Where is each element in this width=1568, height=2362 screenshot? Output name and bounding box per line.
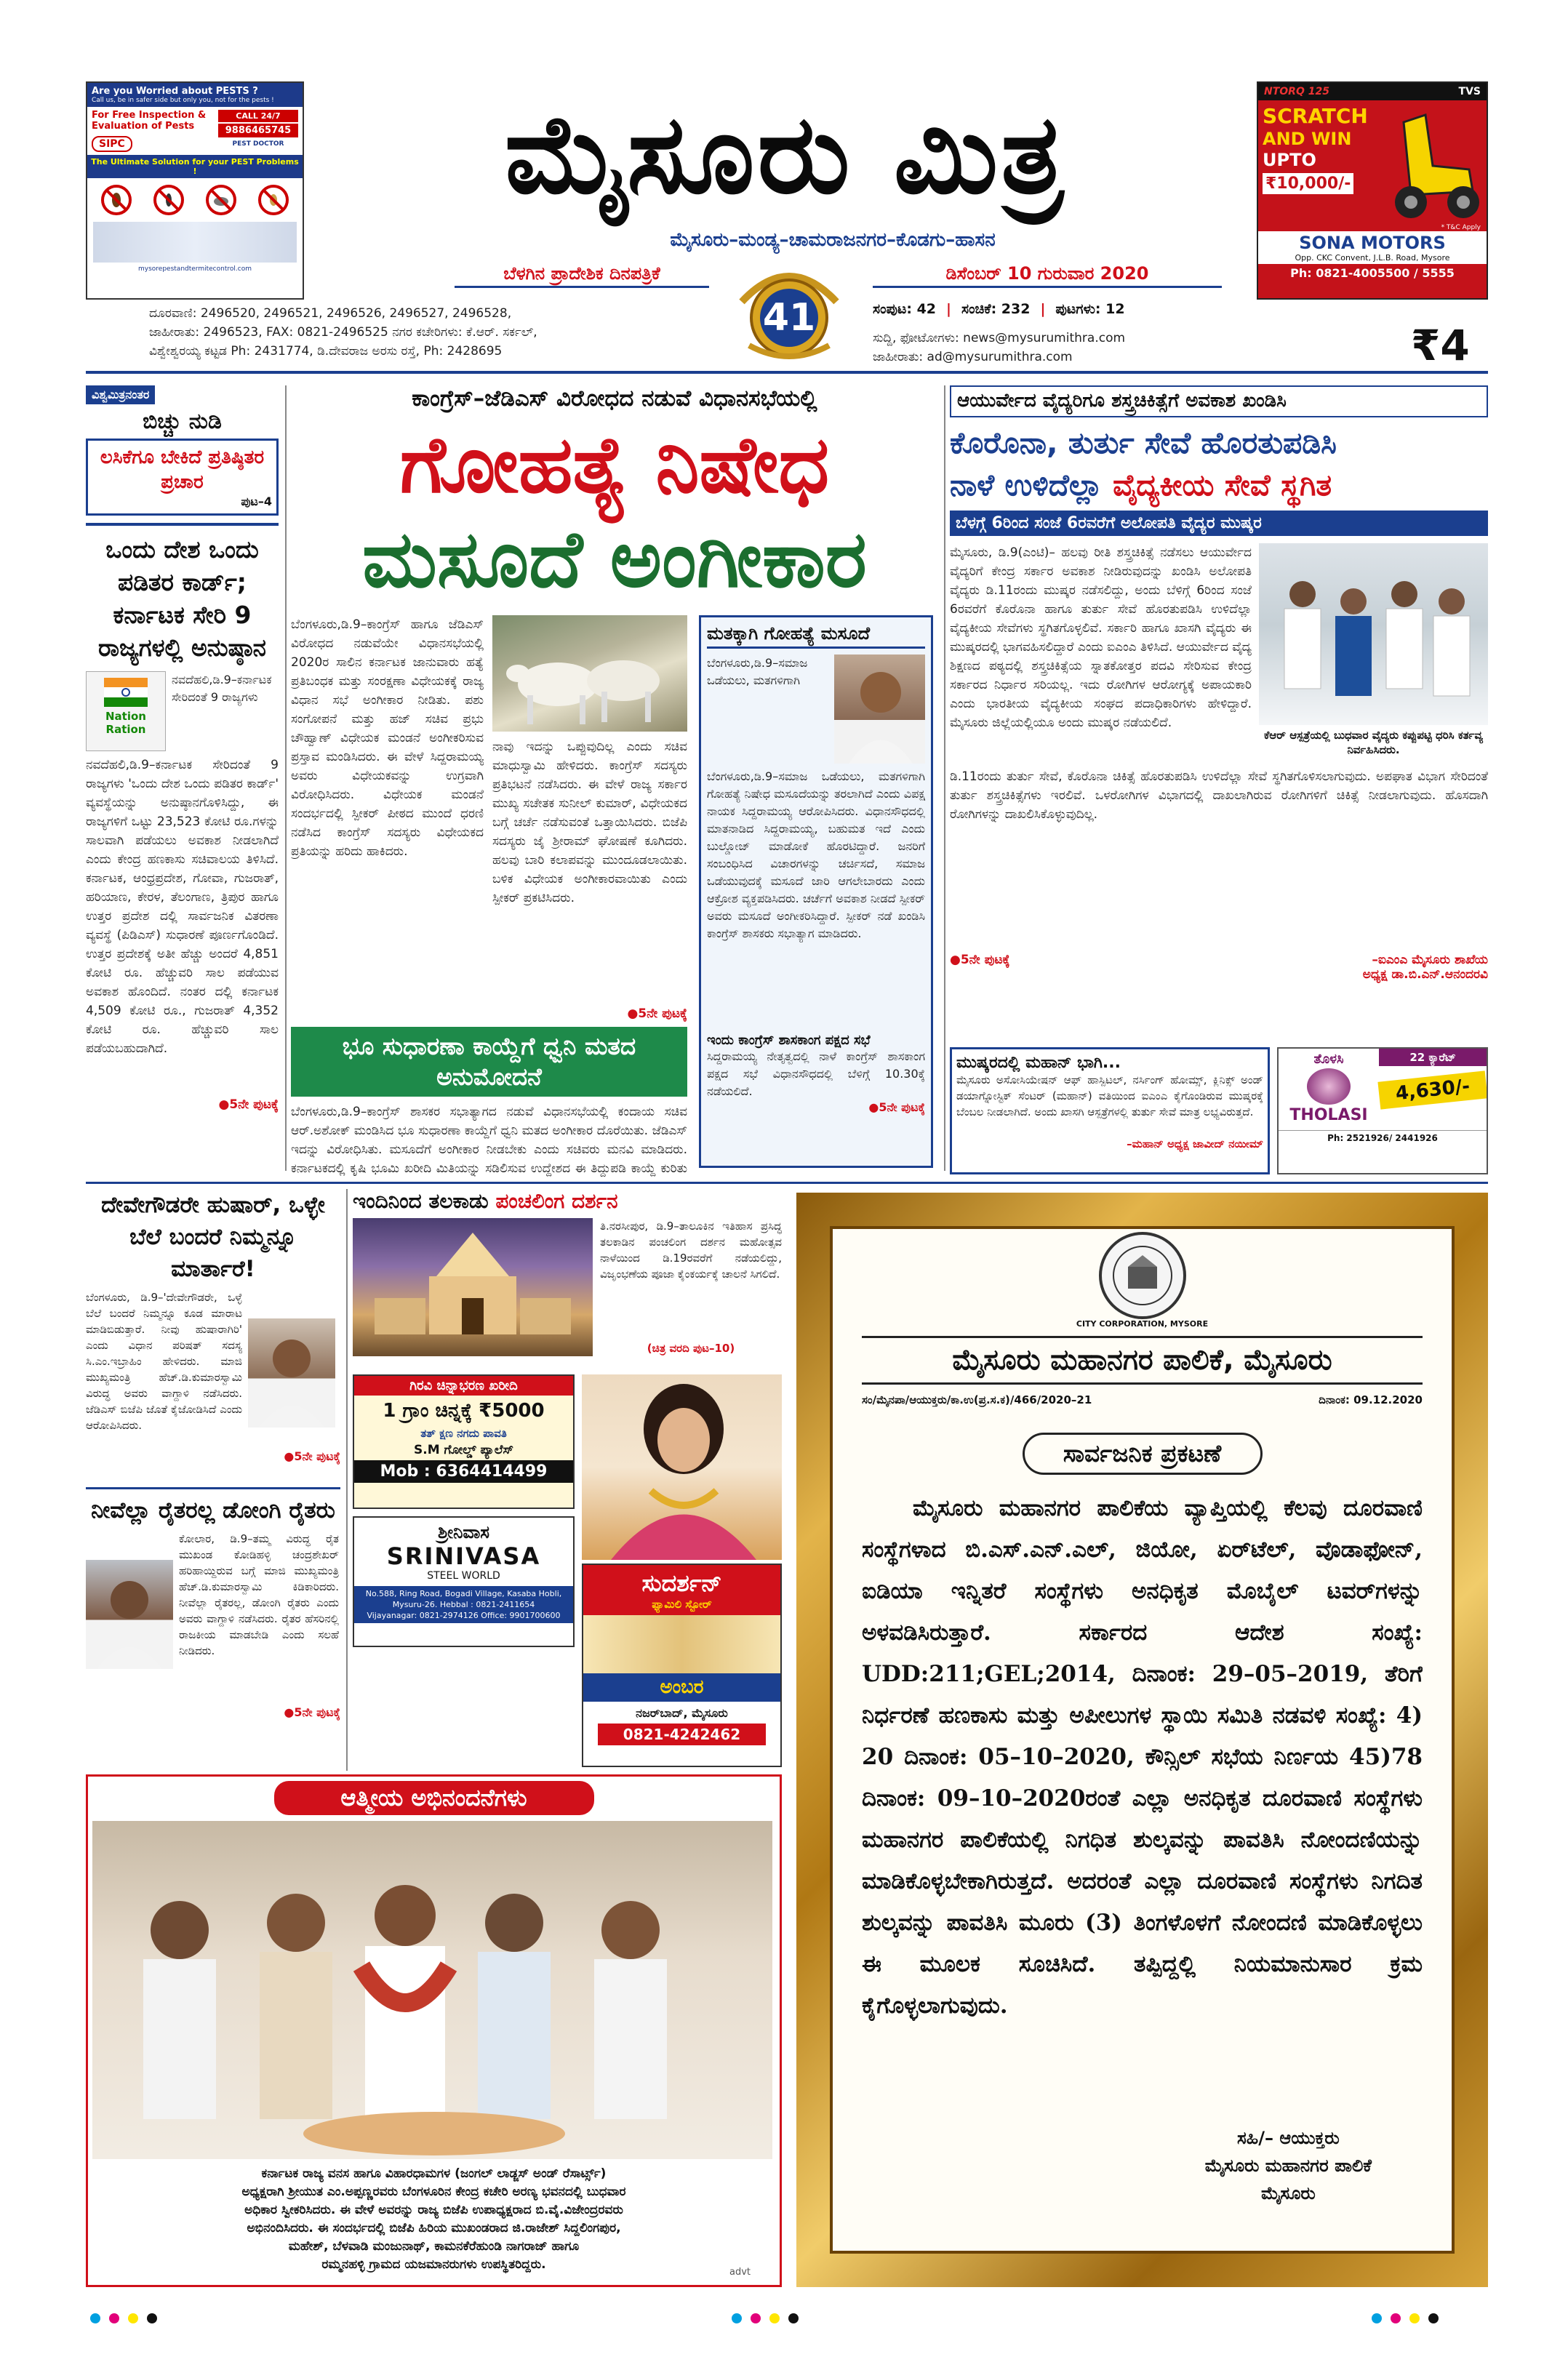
tholasi-jewellery-ad[interactable] <box>1277 1047 1488 1174</box>
teaser-headline: ಲಸಿಕೆಗೂ ಬೇಕಿದೆ ಪ್ರತಿಷ್ಠಿತರ ಪ್ರಚಾರ <box>100 447 265 493</box>
deve-gowda-headline: ದೇವೇಗೌಡರೇ ಹುಷಾರ್, ಒಳ್ಳೇ ಬೆಲೆ ಬಂದರೆ ನಿಮ್ಮನ್ನೂ ಮಾರ್ತಾರೆ! <box>101 1192 325 1282</box>
pest-control-ad[interactable] <box>86 81 304 300</box>
felicitation-caption-2: ಅಧ್ಯಕ್ಷರಾಗಿ ಶ್ರೀಯುತ ಎಂ.ಅಪ್ಪಣ್ಣರವರು ಬೆಂಗಳೂರಿನ ಕೇಂದ್ರ ಕಚೇರಿ ಅರಣ್ಯ ಭವನದಲ್ಲಿ ಬುಧವಾರ <box>241 2185 626 2199</box>
felicitation-caption <box>92 2165 775 2274</box>
left-sidebar <box>86 385 279 1178</box>
col-rule-3 <box>346 1189 348 1771</box>
talakadu-body: ತಿ.ನರಸೀಪುರ, ಡಿ.9–ತಾಲೂಕಿನ ಇತಿಹಾಸ ಪ್ರಸಿದ್ಧ ತಲಕಾಡಿನ ಪಂಚಲಿಂಗ ದರ್ಶನ ಮಹೋತ್ಸವ ನಾಳೆಯಿಂದ ಡಿ.19ರವರೆಗೆ ನಡೆಯಲಿದ್ದು, ವಿಜೃಂಭಣೆಯ ಪೂಜಾ ಕೈಂಕರ್ಯಕ್ಕೆ ಚಾಲನೆ ಸಿಗಲಿದೆ. <box>600 1220 782 1281</box>
news-email[interactable]: ಸುದ್ದಿ, ಫೋಟೋಗಳು: news@mysurumithra.com <box>873 331 1126 345</box>
talakadu-kicker <box>353 1189 782 1214</box>
ayurveda-kicker: ಆಯುರ್ವೇದ ವೈದ್ಯರಿಗೂ ಶಸ್ತ್ರಚಿಕಿತ್ಸೆಗೆ ಅವಕಾಶ ಖಂಡಿಸಿ <box>950 385 1488 417</box>
pest-ad-footer: The Ultimate Solution for your PEST Problems ! <box>87 155 303 178</box>
notice-sign-2: ಮೈಸೂರು ಮಹಾನಗರ ಪಾಲಿಕೆ <box>1204 2155 1372 2176</box>
public-notice-frame <box>796 1193 1488 2287</box>
ayurveda-signoff-1: –ಐಎಂಎ ಮೈಸೂರು ಶಾಖೆಯ <box>1372 953 1488 967</box>
tvs-model: NTORQ 125 <box>1264 86 1329 97</box>
doctors-group-icon <box>1259 543 1488 725</box>
lead-body-col2: ನಾವು ಇದನ್ನು ಒಪ್ಪುವುದಿಲ್ಲ ಎಂದು ಸಚಿವ ಮಾಧುಸ್ವಾಮಿ ಹೇಳಿದರು. ಕಾಂಗ್ರೆಸ್ ಸದಸ್ಯರು ಪ್ರತಿಭಟನೆ ನಡೆಸಿದರು. ಈ ವೇಳೆ ರಾಜ್ಯ ಸರ್ಕಾರ ಮುಖ್ಯ ಸಚೇತಕ ಸುನೀಲ್ ಕುಮಾರ್, ವಿಧೇಯಕದ ಬಗ್ಗೆ ಚರ್ಚೆ ನಡೆಸುವಂತೆ ಒತ್ತಾಯಿಸಿದರು. ಬಿಜೆಪಿ ಸದಸ್ಯರು ಜೈ ಶ್ರೀರಾಮ್ ಘೋಷಣೆ ಕೂಗಿದರು. ಹಲವು ಬಾರಿ ಕಲಾಪವನ್ನು ಮುಂದೂಡಲಾಯಿತು. ಬಳಿಕ ವಿಧೇಯಕ ಅಂಗೀಕಾರವಾಯಿತು ಎಂದು ಸ್ಪೀಕರ್ ಪ್ರಕಟಿಸಿದರು. <box>492 740 687 905</box>
pest-ad-header <box>87 83 303 107</box>
strike-story <box>950 1047 1270 1174</box>
pest-ad-phone[interactable]: 9886465745 <box>218 124 298 137</box>
pest-ad-website[interactable]: mysorepestandtermitecontrol.com <box>138 265 252 273</box>
srinivasa-address-2: Mysuru-26. Hebbal : 0821-2411654 <box>392 1600 535 1609</box>
woman-portrait-icon <box>582 1374 782 1560</box>
strike-headline: ಮುಷ್ಕರದಲ್ಲಿ ಮಹಾನ್ ಭಾಗಿ... <box>956 1054 1121 1072</box>
public-notice <box>830 1226 1455 2254</box>
sudarshan-sub: ಫ್ಯಾಮಿಲಿ ಸ್ಟೋರ್ <box>652 1598 712 1611</box>
issue-meta: ಸಂಪುಟ: 42 | ಸಂಚಿಕೆ: 232 | ಪುಟಗಳು: 12 <box>873 301 1222 324</box>
tvs-dealer-name: SONA MOTORS <box>1299 233 1446 253</box>
ration-card-lead: ನವದೆಹಲಿ,ಡಿ.9–ಕರ್ನಾಟಕ ಸೇರಿದಂತೆ 9 ರಾಜ್ಯಗಳು <box>172 673 272 704</box>
no-mosquito-icon <box>153 184 185 216</box>
ration-card-headline: ಒಂದು ದೇಶ ಒಂದು ಪಡಿತರ ಕಾರ್ಡ್; ಕರ್ನಾಟಕ ಸೇರಿ 9 ರಾಜ್ಯಗಳಲ್ಲಿ ಅನುಷ್ಠಾನ <box>97 535 267 662</box>
tvs-terms: * T&C Apply <box>1441 224 1481 231</box>
siddaramaiah-photo <box>834 654 925 764</box>
pest-ad-subline: Call us, be in safer side but only you, not for the pests ! <box>92 97 274 104</box>
india-flag-icon <box>104 678 148 707</box>
ration-card-continued[interactable]: ●5ನೇ ಪುಟಕ್ಕೆ <box>218 1097 279 1112</box>
tvs-upto-text: UPTO <box>1263 150 1316 170</box>
anniversary-number: 41 <box>762 296 816 340</box>
sudarshan-name: ಸುದರ್ಶನ್ <box>641 1569 722 1597</box>
phone-line-1: ದೂರವಾಣಿ: 2496520, 2496521, 2496526, 2496527, 2496528, <box>149 306 512 321</box>
print-registration-left <box>86 2313 231 2327</box>
felicitation-title: ಆತ್ಮೀಯ ಅಭಿನಂದನೆಗಳು <box>274 1781 594 1815</box>
lead-headline-1: ಗೋಹತ್ಯೆ ನಿಷೇಧ <box>399 419 830 511</box>
deve-gowda-body: ಬೆಂಗಳೂರು, ಡಿ.9–'ದೇವೇಗೌಡರೇ, ಒಳ್ಳೆ ಬೆಲೆ ಬಂದರೆ ನಿಮ್ಮನ್ನೂ ಕೂಡ ಮಾರಾಟ ಮಾಡಿಬಿಡುತ್ತಾರೆ. ನೀವು ಹುಷಾರಾಗಿರಿ' ಎಂದು ವಿಧಾನ ಪರಿಷತ್ ಸದಸ್ಯ ಸಿ.ಎಂ.ಇಬ್ರಾಹಿಂ ಹೇಳಿದರು. ಮಾಜಿ ಮುಖ್ಯಮಂತ್ರಿ ಹೆಚ್.ಡಿ.ಕುಮಾರಸ್ವಾಮಿ ವಿರುದ್ಧ ಅವರು ವಾಗ್ದಾಳಿ ನಡೆಸಿದರು. ಜೆಡಿಎಸ್ ಬಿಜೆಪಿ ಜೊತೆ ಕೈಜೋಡಿಸಿದೆ ಎಂದು ಆರೋಪಿಸಿದರು. <box>86 1291 242 1432</box>
tvs-amount: ₹10,000/- <box>1263 173 1353 194</box>
lead-headline-2: ಮಸೂದೆ ಅಂಗೀಕಾರ <box>362 513 867 605</box>
scooter-icon <box>1382 100 1484 224</box>
no-rat-icon <box>205 184 237 216</box>
tvs-brand: TVS <box>1458 86 1481 97</box>
masthead-title: ಮೈಸೂರು ಮಿತ್ರ <box>504 90 1067 218</box>
price-tag: ₹4 <box>1411 321 1470 370</box>
farmers-headline: ನೀವೆಲ್ಲಾ ರೈತರಲ್ಲ ಡೋಂಗಿ ರೈತರು <box>91 1497 335 1524</box>
horizontal-rule-mid <box>86 1182 1488 1184</box>
ad-email[interactable]: ಜಾಹೀರಾತು: ad@mysurumithra.com <box>873 350 1073 364</box>
felicitation-ad <box>86 1774 782 2287</box>
felicitation-caption-3: ಅಧಿಕಾರ ಸ್ವೀಕರಿಸಿದರು. ಈ ವೇಳೆ ಅವರನ್ನು ರಾಜ್ಯ ಬಿಜೆಪಿ ಉಪಾಧ್ಯಕ್ಷರಾದ ಬಿ.ವೈ.ವಿಜೇಂದ್ರರವರು <box>244 2203 623 2217</box>
phone-line-3: ವಿಶ್ವೇಶ್ವರಯ್ಯ ಕಟ್ಟಡ Ph: 2431774, ಡಿ.ದೇವರಾಜ ಅರಸು ರಸ್ತೆ, Ph: 2428695 <box>149 344 503 359</box>
tholasi-kannada-title: ತೊಳಸಿ <box>1313 1052 1344 1067</box>
pest-ad-question: Are you Worried about PESTS ? <box>92 86 258 97</box>
sudarshan-store-ad[interactable] <box>582 1564 782 1767</box>
ibrahim-photo <box>248 1318 335 1428</box>
notice-signature <box>1205 2124 1372 2207</box>
cow-side-body: ಬೆಂಗಳೂರು,ಡಿ.9–ಸಮಾಜ ಒಡೆಯಲು, ಮತಗಳಿಗಾಗಿ ಗೋಹತ್ಯೆ ನಿಷೇಧ ಮಸೂದೆಯನ್ನು ತರಲಾಗಿದೆ ಎಂದು ವಿಪಕ್ಷ ನಾಯಕ ಸಿದ್ದರಾಮಯ್ಯ ಆರೋಪಿಸಿದರು. ವಿಧಾನಸೌಧದಲ್ಲಿ ಮಾತನಾಡಿದ ಸಿದ್ದರಾಮಯ್ಯ, ಬಹುಮತ ಇದೆ ಎಂದು ಬುಲ್ಡೋಜ್ ಮಾಡೋಕೆ ಹೊರಟಿದ್ದಾರೆ. ಜನರಿಗೆ ಸಂಬಂಧಿಸಿದ ವಿಚಾರಗಳನ್ನು ಚರ್ಚಿಸದೆ, ಸಮಾಜ ಒಡೆಯುವುದಕ್ಕೆ ಮಸೂದೆ ಜಾರಿ ಆಗಲೇಬಾರದು ಎಂದು ಆಕ್ರೋಶ ವ್ಯಕ್ತಪಡಿಸಿದರು. ಚರ್ಚೆಗೆ ಅವಕಾಶ ನೀಡದೆ ಸ್ಪೀಕರ್ ಅವರು ಮಸೂದೆ ಅಂಗೀಕರಿಸಿದ್ದಾರೆ. ಸ್ಪೀಕರ್ ನಡೆ ಖಂಡಿಸಿ ಕಾಂಗ್ರೆಸ್ ಶಾಸಕರು ಸಭಾತ್ಯಾಗ ಮಾಡಿದರು. <box>707 769 925 940</box>
ayurveda-body: ಮೈಸೂರು, ಡಿ.9(ಎಂಟಿ)– ಹಲವು ರೀತಿ ಶಸ್ತ್ರಚಿಕಿತ್ಸೆ ನಡೆಸಲು ಆಯುರ್ವೇದ ವೈದ್ಯರಿಗೆ ಕೇಂದ್ರ ಸರ್ಕಾರ ಅವಕಾಶ ನೀಡಿರುವುದನ್ನು ಖಂಡಿಸಿ ಅಲೋಪತಿ ವೈದ್ಯರು ಡಿ.11ರಂದು ಮುಷ್ಕರ ನಡೆಸಲಿದ್ದು, ಅಂದು ಬೆಳಿಗ್ಗೆ 6ರಿಂದ ಸಂಜೆ 6ರವರೆಗೆ ಕೊರೊನಾ ಹಾಗೂ ತುರ್ತು ಸೇವೆ ಹೊರತುಪಡಿಸಿ ಉಳಿದೆಲ್ಲಾ ವೈದ್ಯಕೀಯ ಸೇವೆಗಳು ಸ್ಥಗಿತಗೊಳ್ಳಲಿವೆ. ಸರ್ಕಾರಿ ಹಾಗೂ ಖಾಸಗಿ ವೈದ್ಯರು ಈ ಮುಷ್ಕರದಲ್ಲಿ ಭಾಗವಹಿಸಲಿದ್ದಾರೆ ಎಂದು ಐಎಂಎ ತಿಳಿಸಿದೆ. ಆಯುರ್ವೇದ ವೈದ್ಯ ಶಿಕ್ಷಣದ ಪಠ್ಯದಲ್ಲಿ ಶಸ್ತ್ರಚಿಕಿತ್ಸೆಯ ಸ್ನಾತಕೋತ್ತರ ಪದವಿ ಸೇರಿಸುವ ಕೇಂದ್ರ ಸರ್ಕಾರದ ನಿರ್ಧಾರ ಸರಿಯಲ್ಲ. ಇದು ರೋಗಿಗಳ ಆರೋಗ್ಯಕ್ಕೆ ಅಪಾಯಕಾರಿ ಎಂದು ಭಾರತೀಯ ವೈದ್ಯಕೀಯ ಸಂಘದ ಪದಾಧಿಕಾರಿಗಳು ಹೇಳಿದ್ದಾರೆ. ಮೈಸೂರು ಜಿಲ್ಲೆಯಲ್ಲಿಯೂ ಅಂದು ಮುಷ್ಕರ ನಡೆಯಲಿದೆ. <box>950 545 1252 730</box>
sudarshan-place: ನಜರ್‌ಬಾದ್, ಮೈಸೂರು <box>636 1706 728 1720</box>
doctors-protest-photo <box>1259 543 1488 725</box>
talakadu-temple-photo <box>353 1218 593 1356</box>
notice-date: ದಿನಾಂಕ: 09.12.2020 <box>1319 1393 1423 1406</box>
ayurveda-headline-1: ಕೊರೊನಾ, ತುರ್ತು ಸೇವೆ ಹೊರತುಪಡಿಸಿ <box>950 425 1337 460</box>
lead-continued[interactable]: ●5ನೇ ಪುಟಕ್ಕೆ <box>627 1006 687 1021</box>
deve-gowda-continued[interactable]: ●5ನೇ ಪುಟಕ್ಕೆ <box>284 1449 340 1463</box>
gold-ad-note: ತತ್ ಕ್ಷಣ ನಗದು ಪಾವತಿ <box>420 1427 507 1440</box>
srinivasa-name: SRINIVASA <box>386 1542 541 1570</box>
tholasi-logo <box>1307 1068 1351 1105</box>
pest-ad-brand: SIPC <box>92 136 132 152</box>
kumaraswamy-photo <box>86 1560 173 1669</box>
cattle-photo <box>492 615 687 732</box>
col-rule-1 <box>285 385 287 1171</box>
cow-side-headline: ಮತಕ್ಕಾಗಿ ಗೋಹತ್ಯೆ ಮಸೂದೆ <box>707 623 925 649</box>
anniversary-badge <box>727 258 851 364</box>
column-series-label: ವಿಶ್ವಮಿತ್ರನಂತರ <box>86 385 155 404</box>
tvs-scratch-ad[interactable] <box>1257 81 1488 300</box>
tholasi-price: 4,630/- <box>1377 1070 1487 1109</box>
gold-ad-mobile[interactable]: Mob : 6364414499 <box>354 1460 573 1483</box>
tvs-andwin-text: AND WIN <box>1263 129 1352 149</box>
talakadu-kicker-text: ಇಂದಿನಿಂದ ತಲಕಾಡು <box>353 1189 496 1213</box>
farmers-body: ಕೋಲಾರ, ಡಿ.9–ತಮ್ಮ ವಿರುದ್ಧ ರೈತ ಮುಖಂಡ ಕೋಡಿಹಳ್ಳಿ ಚಂದ್ರಶೇಖರ್ ಹರಿಹಾಯ್ದಿರುವ ಬಗ್ಗೆ ಮಾಜಿ ಮುಖ್ಯಮಂತ್ರಿ ಹೆಚ್.ಡಿ.ಕುಮಾರಸ್ವಾಮಿ ಕಿಡಿಕಾರಿದರು. ನೀವೆಲ್ಲಾ ರೈತರಲ್ಲ, ಡೋಂಗಿ ರೈತರು ಎಂದು ಅವರು ವಾಗ್ದಾಳಿ ನಡೆಸಿದರು. ರೈತರ ಹೆಸರಿನಲ್ಲಿ ರಾಜಕೀಯ ಮಾಡಬೇಡಿ ಎಂದು ಸಲಹೆ ನೀಡಿದರು. <box>179 1532 339 1657</box>
ayurveda-headline-2 <box>950 464 1488 506</box>
email-block <box>873 329 1280 369</box>
notice-title: ಸಾರ್ವಜನಿಕ ಪ್ರಕಟಣೆ <box>1023 1433 1263 1475</box>
doctors-photo-caption: ಕೆಆರ್ ಆಸ್ಪತ್ರೆಯಲ್ಲಿ ಬುಧವಾರ ವೈದ್ಯರು ಕಪ್ಪುಪಟ್ಟಿ ಧರಿಸಿ ಕರ್ತವ್ಯ ನಿರ್ವಹಿಸಿದರು. <box>1263 729 1484 756</box>
cow-icon <box>492 615 687 732</box>
issue-number: ಸಂಚಿಕೆ: 232 <box>961 301 1031 317</box>
gold-ad-shop: S.M ಗೋಲ್ಡ್ ಪ್ಯಾಲೆಸ್ <box>414 1443 513 1457</box>
issue-date: ಡಿಸೆಂಬರ್ 10 ಗುರುವಾರ 2020 <box>873 263 1222 288</box>
ayurveda-continued[interactable]: ●5ನೇ ಪುಟಕ್ಕೆ <box>950 953 1010 967</box>
srinivasa-steel-ad[interactable] <box>353 1516 575 1647</box>
contact-block <box>149 304 716 369</box>
felicitation-caption-6: ರಮ್ಮನಹಳ್ಳಿ ಗ್ರಾಮದ ಯಜಮಾನರುಗಳು ಉಪಸ್ಥಿತರಿದ್ದರು. <box>321 2257 546 2272</box>
pest-ad-worker-image <box>93 222 297 263</box>
masthead-tagline: ಬೆಳಗಿನ ಪ್ರಾದೇಶಿಕ ದಿನಪತ್ರಿಕೆ <box>455 263 709 288</box>
gold-ad-offer: 1 ಗ್ರಾಂ ಚಿನ್ನಕ್ಕೆ ₹5000 <box>383 1400 545 1422</box>
pest-ad-offer: For Free Inspection & Evaluation of Pests <box>92 110 207 132</box>
ayurveda-body2: ಡಿ.11ರಂದು ತುರ್ತು ಸೇವೆ, ಕೊರೊನಾ ಚಿಕಿತ್ಸೆ ಹೊರತುಪಡಿಸಿ ಉಳಿದೆಲ್ಲಾ ಸೇವೆ ಸ್ಥಗಿತಗೊಳಿಸಲಾಗುವುದು. ಅಪಘಾತ ವಿಭಾಗ ಸೇರಿದಂತೆ ತುರ್ತು ಶಸ್ತ್ರಚಿಕಿತ್ಸೆಗಳು ಇರಲಿವೆ. ಒಳರೋಗಿಗಳ ವಿಭಾಗದಲ್ಲಿ ದಾಖಲಾಗಿರುವ ರೋಗಿಗಳಿಗೆ ಚಿಕಿತ್ಸೆ ನೀಡಲಾಗುವುದು. ಹೊಸದಾಗಿ ರೋಗಿಗಳನ್ನು ದಾಖಲಿಸಿಕೊಳ್ಳುವುದಿಲ್ಲ. <box>950 769 1488 822</box>
model-jewellery-photo <box>582 1374 782 1560</box>
farmers-continued[interactable]: ●5ನೇ ಪುಟಕ್ಕೆ <box>284 1705 340 1719</box>
ayurveda-headline-2a: ನಾಳೆ ಉಳಿದೆಲ್ಲಾ <box>950 468 1113 503</box>
sudarshan-products <box>583 1615 780 1673</box>
cow-side-lead: ಬೆಂಗಳೂರು,ಡಿ.9–ಸಮಾಜ ಒಡೆಯಲು, ಮತಗಳಿಗಾಗಿ <box>707 656 808 687</box>
group-felicitation-icon <box>92 1821 772 2159</box>
volume-number: ಸಂಪುಟ: 42 <box>873 301 937 317</box>
srinivasa-address-3: Vijayanagar: 0821-2974126 Office: 9901700600 <box>367 1611 561 1620</box>
notice-body: ಮೈಸೂರು ಮಹಾನಗರ ಪಾಲಿಕೆಯ ವ್ಯಾಪ್ತಿಯಲ್ಲಿ ಕೆಲವು ದೂರವಾಣಿ ಸಂಸ್ಥೆಗಳಾದ ಬಿ.ಎಸ್.ಎನ್.ಎಲ್, ಜಿಯೋ, ಏರ್‌ಟೆಲ್, ವೊಡಾಫೋನ್, ಐಡಿಯಾ ಇನ್ನಿತರೆ ಸಂಸ್ಥೆಗಳು ಅನಧಿಕೃತ ಮೊಬೈಲ್ ಟವರ್‌ಗಳನ್ನು ಅಳವಡಿಸಿರುತ್ತಾರೆ. ಸರ್ಕಾರದ ಆದೇಶ ಸಂಖ್ಯೆ: UDD:211;GEL;2014, ದಿನಾಂಕ: 29–05–2019, ತೆರಿಗೆ ನಿರ್ಧರಣೆ ಹಣಕಾಸು ಮತ್ತು ಅಪೀಲುಗಳ ಸ್ಥಾಯಿ ಸಮಿತಿ ನಡವಳಿ ಸಂಖ್ಯೆ: 4) 20 ದಿನಾಂಕ: 05–10–2020, ಕೌನ್ಸಿಲ್ ಸಭೆಯ ನಿರ್ಣಯ 45)78 ದಿನಾಂಕ: 09–10–2020ರಂತೆ ಎಲ್ಲಾ ಅನಧಿಕೃತ ದೂರವಾಣಿ ಸಂಸ್ಥೆಗಳು ಮಹಾನಗರ ಪಾಲಿಕೆಯಲ್ಲಿ ನಿಗಧಿತ ಶುಲ್ಕವನ್ನು ಪಾವತಿಸಿ ನೋಂದಣಿಯನ್ನು ಮಾಡಿಕೊಳ್ಳಬೇಕಾಗಿರುತ್ತದೆ. ಅದರಂತೆ ಎಲ್ಲಾ ದೂರವಾಣಿ ಸಂಸ್ಥೆಗಳು ನಿಗದಿತ ಶುಲ್ಕವನ್ನು ಪಾವತಿಸಿ ಮೂರು (3) ತಿಂಗಳೊಳಗೆ ನೋಂದಣಿ ಮಾಡಿಕೊಳ್ಳಲು ಈ ಮೂಲಕ ಸೂಚಿಸಿದೆ. ತಪ್ಪಿದ್ದಲ್ಲಿ ನಿಯಮಾನುಸಾರ ಕ್ರಮ ಕೈಗೊಳ್ಳಲಾಗುವುದು. <box>862 1495 1423 2019</box>
masthead-area <box>0 0 1568 378</box>
cow-side-subhead: ಇಂದು ಕಾಂಗ್ರೆಸ್ ಶಾಸಕಾಂಗ ಪಕ್ಷದ ಸಭೆ <box>707 1033 871 1048</box>
tvs-dealer-phone[interactable]: Ph: 0821-4005500 / 5555 <box>1258 264 1487 282</box>
land-reform-body: ಬೆಂಗಳೂರು,ಡಿ.9–ಕಾಂಗ್ರೆಸ್ ಶಾಸಕರ ಸಭಾತ್ಯಾಗದ ನಡುವೆ ವಿಧಾನಸಭೆಯಲ್ಲಿ ಕಂದಾಯ ಸಚಿವ ಆರ್.ಅಶೋಕ್ ಮಂಡಿಸಿದ ಭೂ ಸುಧಾರಣಾ ಕಾಯ್ದೆಗೆ ಧ್ವನಿ ಮತದ ಅಂಗೀಕಾರ ದೊರೆಯಿತು. ಜೆಡಿಎಸ್ ಇದನ್ನು ವಿರೋಧಿಸಿತು. ಮಸೂದೆಗೆ ಅಂಗೀಕಾರ ನೀಡಬೇಕು ಎಂದು ಸಚಿವರು ಮನವಿ ಮಾಡಿದರು. ಕರ್ನಾಟಕದಲ್ಲಿ ಕೃಷಿ ಭೂಮಿ ಖರೀದಿ ಮಿತಿಯನ್ನು ಸಡಿಲಿಸುವ ಉದ್ದೇಶದ ಈ ತಿದ್ದುಪಡಿ ಕಾಯ್ದೆ ಕುರಿತು <box>291 1105 687 1176</box>
pest-ad-icons <box>87 178 303 222</box>
nation-ration-logo <box>86 671 166 751</box>
person-portrait-icon <box>248 1318 335 1428</box>
pest-ad-call-label: CALL 24/7 <box>218 110 298 122</box>
felicitation-caption-4: ಅಭಿನಂದಿಸಿದರು. ಈ ಸಂದರ್ಭದಲ್ಲಿ ಬಿಜೆಪಿ ಹಿರಿಯ ಮುಖಂಡರಾದ ಜಿ.ರಾಜೇಶ್ ಸಿದ್ದಲಿಂಗಪುರ, <box>247 2221 621 2235</box>
tholasi-name: THOLASI <box>1289 1106 1368 1124</box>
talakadu-kicker-red: ಪಂಚಲಿಂಗ ದರ್ಶನ <box>495 1189 618 1213</box>
no-termite-icon <box>257 184 289 216</box>
cow-side-continued[interactable]: ●5ನೇ ಪುಟಕ್ಕೆ <box>868 1100 925 1114</box>
srinivasa-sub: STEEL WORLD <box>427 1570 500 1582</box>
tvs-scratch-text: SCRATCH <box>1263 104 1368 128</box>
srinivasa-address-1: No.588, Ring Road, Bogadi Village, Kasaba Hobli, <box>365 1589 562 1598</box>
lead-story <box>291 385 938 1178</box>
person-portrait-icon <box>834 654 925 764</box>
masthead-rule <box>86 371 1488 374</box>
tvs-dealer-address: Opp. CKC Convent, J.L.B. Road, Mysore <box>1295 253 1450 263</box>
seal-text: CITY CORPORATION, MYSORE <box>1076 1319 1209 1329</box>
notice-reference: ಸಂ/ಮೈನಪಾ/ಆಯುಕ್ತರು/ಕಾ.ಉ(ಪ್ರ.ಸ.ಕ)/466/2020–21 <box>862 1393 1092 1406</box>
notice-sign-3: ಮೈಸೂರು <box>1261 2183 1316 2203</box>
felicitation-photo <box>92 1821 772 2159</box>
strike-body: ಮೈಸೂರು ಅಸೋಸಿಯೇಷನ್ ಆಫ್ ಹಾಸ್ಪಿಟಲ್, ನರ್ಸಿಂಗ್ ಹೋಮ್ಸ್, ಕ್ಲಿನಿಕ್ಸ್ ಅಂಡ್ ಡಯಾಗ್ನೋಸ್ಟಿಕ್ ಸೆಂಟರ್ (ಮಹಾನ್) ವತಿಯಿಂದ ಐಎಂಎ ಕೈಗೊಂಡಿರುವ ಮುಷ್ಕರಕ್ಕೆ ಬೆಂಬಲ ನೀಡಲಾಗಿದೆ. ಅಂದು ಖಾಸಗಿ ಆಸ್ಪತ್ರೆಗಳಲ್ಲಿ ತುರ್ತು ಸೇವೆ ಮಾತ್ರ ಲಭ್ಯವಿರುತ್ತದೆ. <box>956 1073 1263 1118</box>
seal-emblem-icon <box>1102 1235 1183 1316</box>
phone-line-2: ಜಾಹೀರಾತು: 2496523, FAX: 0821-2496525 ನಗರ ಕಚೇರಿಗಳು: ಕೆ.ಆರ್. ಸರ್ಕಲ್, <box>149 325 537 340</box>
masthead-regions: ಮೈಸೂರು–ಮಂಡ್ಯ–ಚಾಮರಾಜನಗರ–ಕೊಡಗು–ಹಾಸನ <box>670 229 996 251</box>
felicitation-caption-1: ಕರ್ನಾಟಕ ರಾಜ್ಯ ವನಸ ಹಾಗೂ ವಿಹಾರಧಾಮಗಳ (ಜಂಗಲ್ ಲಾಡ್ಜಸ್ ಅಂಡ್ ರೆಸಾರ್ಟ್ಸ್) <box>261 2166 607 2181</box>
felicitation-caption-5: ಮಹೇಶ್, ಬೆಳವಾಡಿ ಮಂಜುನಾಥ್, ಕಾಮನಕೆರೆಹುಂಡಿ ನಾಗರಾಜ್ ಹಾಗೂ <box>288 2239 580 2254</box>
notice-corp-name: ಮೈಸೂರು ಮಹಾನಗರ ಪಾಲಿಕೆ, ಮೈಸೂರು <box>862 1336 1423 1385</box>
nation-ration-text: Nation Ration <box>105 710 146 736</box>
teaser-page: ಪುಟ–4 <box>241 495 272 508</box>
pest-ad-doctor: PEST DOCTOR <box>232 140 284 148</box>
column-name: ಬಿಚ್ಚು ನುಡಿ <box>143 409 222 434</box>
talakadu-more[interactable]: (ಚಿತ್ರ ವರದಿ ಪುಟ–10) <box>647 1342 735 1355</box>
notice-sign-1: ಸಹಿ/– ಆಯುಕ್ತರು <box>1237 2128 1340 2148</box>
sudarshan-phone[interactable]: 0821-4242462 <box>598 1724 766 1745</box>
gold-buying-ad[interactable] <box>353 1374 575 1509</box>
strike-signoff: –ಮಹಾನ್ ಅಧ್ಯಕ್ಷ ಜಾವೀದ್ ನಯೀಮ್ <box>1127 1137 1263 1150</box>
temple-icon <box>353 1218 593 1356</box>
farmers-story <box>86 1494 340 1771</box>
page-count: ಪುಟಗಳು: 12 <box>1055 301 1125 317</box>
gold-ad-title: ಗಿರವಿ ಚಿನ್ನಾಭರಣ ಖರೀದಿ <box>354 1376 573 1396</box>
tholasi-carat: 22 ಕ್ಯಾರೆಟ್ <box>1379 1049 1487 1066</box>
ambara-brand: ಅಂಬರ <box>583 1673 780 1702</box>
tholasi-phones[interactable]: Ph: 2521926/ 2441926 <box>1279 1130 1487 1143</box>
print-registration-right <box>1367 2313 1513 2327</box>
print-registration-center <box>727 2313 873 2327</box>
ration-card-body: ನವದೆಹಲಿ,ಡಿ.9–ಕರ್ನಾಟಕ ಸೇರಿದಂತೆ 9 ರಾಜ್ಯಗಳು 'ಒಂದು ದೇಶ ಒಂದು ಪಡಿತರ ಕಾರ್ಡ್' ವ್ಯವಸ್ಥೆಯನ್ನು ಅನುಷ್ಠಾನಗೊಳಿಸಿದ್ದು, ಈ ರಾಜ್ಯಗಳಿಗೆ ಒಟ್ಟು 23,523 ಕೋಟಿ ರೂ.ಗಳನ್ನು ಸಾಲವಾಗಿ ಪಡೆಯಲು ಅವಕಾಶ ನೀಡಲಾಗಿದೆ ಎಂದು ಕೇಂದ್ರ ಹಣಕಾಸು ಸಚಿವಾಲಯ ತಿಳಿಸಿದೆ. ಕರ್ನಾಟಕ, ಆಂಧ್ರಪ್ರದೇಶ, ಗೋವಾ, ಗುಜರಾತ್, ಹರಿಯಾಣ, ಕೇರಳ, ತೆಲಂಗಾಣ, ತ್ರಿಪುರ ಹಾಗೂ ಉತ್ತರ ಪ್ರದೇಶ ದಲ್ಲಿ ಸಾರ್ವಜನಿಕ ವಿತರಣಾ ವ್ಯವಸ್ಥೆ (ಪಿಡಿಎಸ್) ಸುಧಾರಣೆ ಪೂರ್ಣಗೊಂಡಿದೆ. ಉತ್ತರ ಪ್ರದೇಶಕ್ಕೆ ಅತೀ ಹೆಚ್ಚು ಅಂದರೆ 4,851 ಕೋಟಿ ರೂ. ಹೆಚ್ಚುವರಿ ಸಾಲ ಪಡೆಯುವ ಅವಕಾಶ ಹೊಂದಿದೆ. ನಂತರ ದಲ್ಲಿ ಕರ್ನಾಟಕ 4,509 ಕೋಟಿ ರೂ., ಗುಜರಾತ್ 4,352 ಕೋಟಿ ರೂ. ಹೆಚ್ಚುವರಿ ಸಾಲ ಪಡೆಯಬಹುದಾಗಿದೆ. <box>86 758 279 1056</box>
lead-kicker: ಕಾಂಗ್ರೆಸ್–ಜೆಡಿಎಸ್ ವಿರೋಧದ ನಡುವೆ ವಿಧಾನಸಭೆಯಲ್ಲಿ <box>412 385 817 412</box>
sidebar-divider <box>86 523 279 526</box>
col-rule-2 <box>944 385 945 1171</box>
ayurveda-signoff-2: ಅಧ್ಯಕ್ಷ ಡಾ.ಬಿ.ಎನ್.ಆನಂದರವಿ <box>1362 967 1488 982</box>
ayurveda-headline-2b: ವೈದ್ಯಕೀಯ ಸೇವೆ ಸ್ಥಗಿತ <box>1113 468 1332 503</box>
lead-body-col1: ಬೆಂಗಳೂರು,ಡಿ.9–ಕಾಂಗ್ರೆಸ್ ಹಾಗೂ ಜೆಡಿಎಸ್ ವಿರೋಧದ ನಡುವೆಯೇ ವಿಧಾನಸಭೆಯಲ್ಲಿ 2020ರ ಸಾಲಿನ ಕರ್ನಾಟಕ ಜಾನುವಾರು ಹತ್ಯೆ ಪ್ರತಿಬಂಧಕ ಮತ್ತು ಸಂರಕ್ಷಣಾ ವಿಧೇಯಕಕ್ಕೆ ರಾಜ್ಯ ವಿಧಾನ ಸಭೆ ಅಂಗೀಕಾರ ನೀಡಿತು. ಪಶು ಸಂಗೋಪನೆ ಮತ್ತು ಹಜ್ ಸಚಿವ ಪ್ರಭು ಚೌಹ್ವಾಣ್ ವಿಧೇಯಕ ಮಂಡನೆ ಅಂಗೀಕರಿಸುವ ಪ್ರಸ್ತಾವ ಮಂಡಿಸಿದರು. ಈ ವೇಳೆ ಸಿದ್ದರಾಮಯ್ಯ ಅವರು ವಿಧೇಯಕವನ್ನು ಉಗ್ರವಾಗಿ ವಿರೋಧಿಸಿದರು. ವಿಧೇಯಕ ಮಂಡನೆ ಸಂದರ್ಭದಲ್ಲಿ ಸ್ಪೀಕರ್ ಪೀಠದ ಮುಂದೆ ಧರಣಿ ನಡೆಸಿದ ಕಾಂಗ್ರೆಸ್ ಸದಸ್ಯರು ವಿಧೇಯಕದ ಪ್ರತಿಯನ್ನು ಹರಿದು ಹಾಕಿದರು. <box>291 617 484 859</box>
teaser-box[interactable] <box>86 439 279 516</box>
deve-gowda-story <box>86 1189 340 1480</box>
person-portrait-icon <box>86 1560 173 1669</box>
no-cockroach-icon <box>100 184 132 216</box>
land-reform-story <box>291 1027 687 1178</box>
cow-side-body2: ಸಿದ್ದರಾಮಯ್ಯ ನೇತೃತ್ವದಲ್ಲಿ ನಾಳೆ ಕಾಂಗ್ರೆಸ್ ಶಾಸಕಾಂಗ ಪಕ್ಷದ ಸಭೆ ವಿಧಾನಸೌಧದಲ್ಲಿ ಬೆಳಿಗ್ಗೆ 10.30ಕ್ಕೆ ನಡೆಯಲಿದೆ. <box>707 1049 925 1098</box>
advt-marker: advt <box>729 2267 751 2278</box>
ayurveda-subhead: ಬೆಳಗ್ಗೆ 6ರಿಂದ ಸಂಜೆ 6ರವರೆಗೆ ಅಲೋಪತಿ ವೈದ್ಯರ ಮುಷ್ಕರ <box>950 511 1488 536</box>
srinivasa-kannada: ಶ್ರೀನಿವಾಸ <box>437 1522 490 1542</box>
city-corporation-seal <box>1099 1232 1186 1319</box>
farmers-rule <box>86 1487 340 1489</box>
cow-side-story <box>699 615 933 1168</box>
land-reform-headline: ಭೂ ಸುಧಾರಣಾ ಕಾಯ್ದೆಗೆ ಧ್ವನಿ ಮತದ ಅನುಮೋದನೆ <box>291 1027 687 1097</box>
ayurveda-story <box>950 385 1488 1047</box>
